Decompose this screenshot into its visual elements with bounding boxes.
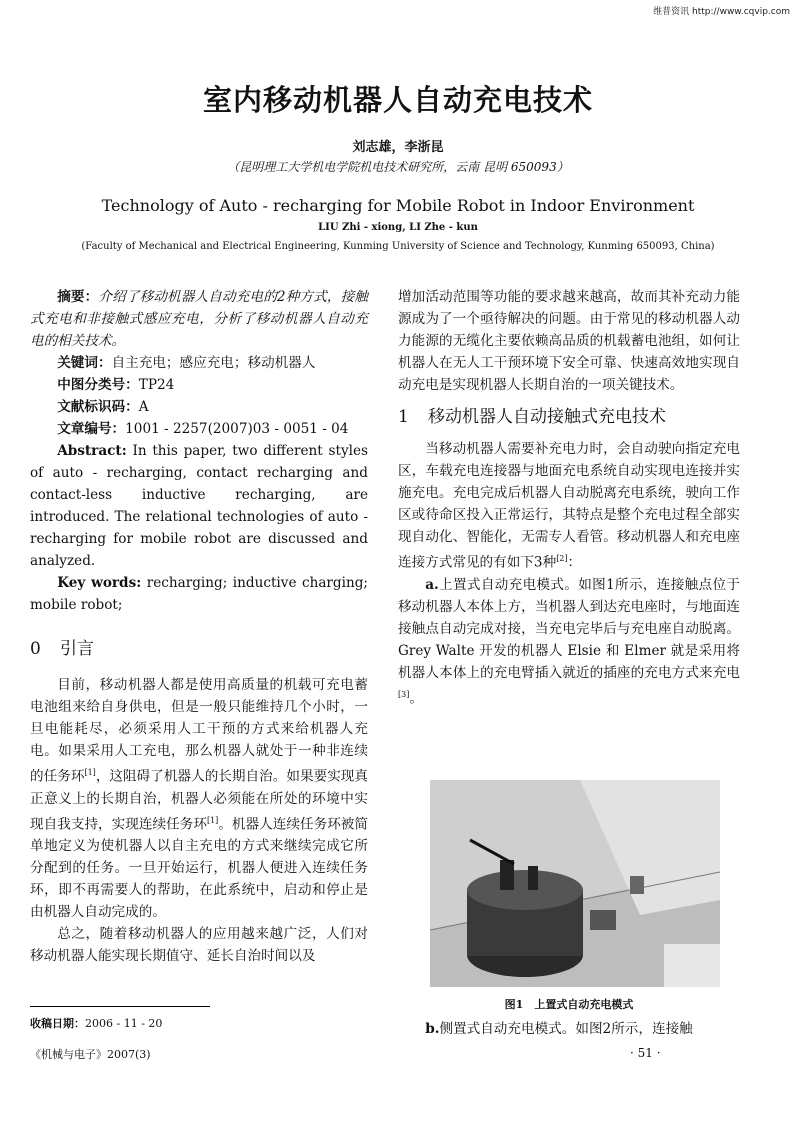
- section-1-heading: [398, 406, 740, 428]
- body-text: 当移动机器人需要补充电力时，会自动驶向指定充电区，车载充电连接器与地面充电系统自动实现电连接并实施充电。充电完成后机器人自动脱离充电系统，驶向工作区或待命区投入正常运行，其特点是整个充电过程全部实现自动化、智能化，无需专人看管。移动机器人和充电座连接方式常见的有如下3种: [398, 441, 740, 571]
- intro-text: 。机器人连续任务环被简单地定义为使机器人以自主充电的方式来继续完成它所分配到的任务。一旦开始运行，机器人便进入连续任务环，即不再需要人的帮助，在此系统中，启动和停止是由机器人自动完成的。: [30, 816, 369, 921]
- paper-title: 室内移动机器人自动充电技术: [202, 83, 593, 117]
- english-title: Technology of Auto - recharging for Mobile Robot in Indoor Environment: [101, 196, 695, 215]
- citation: [1]: [84, 768, 96, 777]
- affiliation: （昆明理工大学机电学院机电技术研究所，云南 昆明 650093）: [227, 160, 569, 174]
- abstract-label: 摘要：: [57, 289, 99, 305]
- article-id-text: 1001 - 2257(2007)03 - 0051 - 04: [125, 421, 349, 437]
- intro-paragraph-2: 总之，随着移动机器人的应用越来越广泛，人们对移动机器人能实现长期值守、延长自治时间以及: [30, 926, 368, 965]
- english-keywords-text: recharging; inductive charging; mobile robot;: [30, 575, 369, 613]
- right-paragraph-3: [398, 574, 740, 710]
- intro-paragraph-1: [30, 674, 368, 923]
- english-keywords-label: Key words:: [57, 575, 142, 591]
- intro-text: 目前，移动机器人都是使用高质量的机载可充电蓄电池组来给自身供电，但是一般只能维持几个小时，一旦电能耗尽，必须采用人工干预的方式来给机器人充电。如果采用人工充电，那么机器人就处于一种非连续的任务环: [30, 677, 368, 785]
- clc-text: TP24: [138, 377, 175, 393]
- section-1-number: 1: [398, 407, 409, 427]
- english-affiliation: (Faculty of Mechanical and Electrical Engineering, Kunming University of Science and Technology, Kunming 650093, China): [81, 241, 715, 252]
- citation: [1]: [206, 815, 219, 825]
- english-abstract-label: Abstract:: [57, 443, 127, 459]
- authors: 刘志雄，李浙昆: [352, 140, 444, 155]
- section-0-number: 0: [30, 639, 41, 659]
- keywords-text: 自主充电；感应充电；移动机器人: [111, 355, 316, 371]
- right-paragraph-1: 增加活动范围等功能的要求越来越高，故而其补充动力能源成为了一个亟待解决的问题。由于常见的移动机器人动力能源的无缆化主要依赖高品质的机载蓄电池组，如何让机器人在无人工干预环境下安全可靠、快速高效地实现自动充电是实现机器人长期自治的一项关键技术。: [398, 289, 740, 393]
- english-keywords: [30, 572, 368, 616]
- citation: [3]: [398, 689, 410, 699]
- received-text: 2006 - 11 - 20: [85, 1017, 163, 1030]
- body-text: ：: [567, 554, 582, 571]
- robot-charging-photo: [430, 780, 720, 987]
- section-0-heading: [30, 638, 368, 660]
- item-marker: a.: [425, 576, 439, 593]
- abstract-text: 介绍了移动机器人自动充电的2种方式，接触式充电和非接触式感应充电，分析了移动机器人自动充电的相关技术。: [30, 289, 368, 349]
- body-text: 侧置式自动充电模式。如图2所示，连接触: [439, 1021, 693, 1037]
- document-code-text: A: [138, 399, 149, 415]
- received-date: [30, 1015, 162, 1031]
- figure-1-photo: [430, 780, 720, 987]
- citation: [2]: [556, 554, 568, 563]
- english-authors: LIU Zhi - xiong, LI Zhe - kun: [318, 222, 478, 233]
- body-text: 。: [409, 690, 423, 707]
- page-number: · 51 ·: [630, 1046, 661, 1060]
- keywords: [30, 352, 368, 374]
- document-code-label: 文献标识码：: [57, 399, 139, 415]
- keywords-label: 关键词：: [57, 355, 112, 371]
- abstract: [30, 286, 368, 352]
- article-id-label: 文章编号：: [57, 421, 126, 437]
- right-paragraph-4: [398, 1018, 740, 1040]
- section-1-title: 移动机器人自动接触式充电技术: [428, 407, 666, 427]
- figure-1-caption: 图1 上置式自动充电模式: [504, 998, 634, 1011]
- clc-label: 中图分类号：: [57, 377, 139, 393]
- right-column: [398, 286, 740, 709]
- watermark: 维普资讯 http://www.cqvip.com: [653, 7, 790, 17]
- english-abstract-text: In this paper, two different styles of auto - recharging, contact recharging and contact-less inductive recharging, are introduced. The relational technologies of auto - recharging for mobile robot are discussed and analyzed.: [30, 443, 368, 569]
- right-paragraph-2: [398, 438, 740, 574]
- received-label: 收稿日期：: [30, 1017, 85, 1030]
- item-marker: b.: [425, 1021, 440, 1037]
- document-code: [30, 396, 368, 418]
- journal-info: 《机械与电子》2007(3): [30, 1048, 151, 1061]
- section-0-title: 引言: [60, 639, 94, 659]
- english-abstract: [30, 440, 368, 572]
- left-column: [30, 286, 368, 967]
- body-text: 上置式自动充电模式。如图1所示，连接触点位于移动机器人本体上方，当机器人到达充电座时，与地面连接触点自动完成对接，当充电完毕后与充电座自动脱离。Grey Walte 开发的机器人 Elsie 和 Elmer 就是采用将机器人本体上的充电臂插入就近的插座的充电方式来充电: [398, 576, 740, 681]
- article-id: [30, 418, 368, 440]
- clc-number: [30, 374, 368, 396]
- intro-text: ，这阻碍了机器人的长期自治。如果要实现真正意义上的长期自治，机器人必须能在所处的环境中实现自我支持，实现连续任务环: [30, 768, 369, 833]
- footnote-divider: [30, 1006, 210, 1007]
